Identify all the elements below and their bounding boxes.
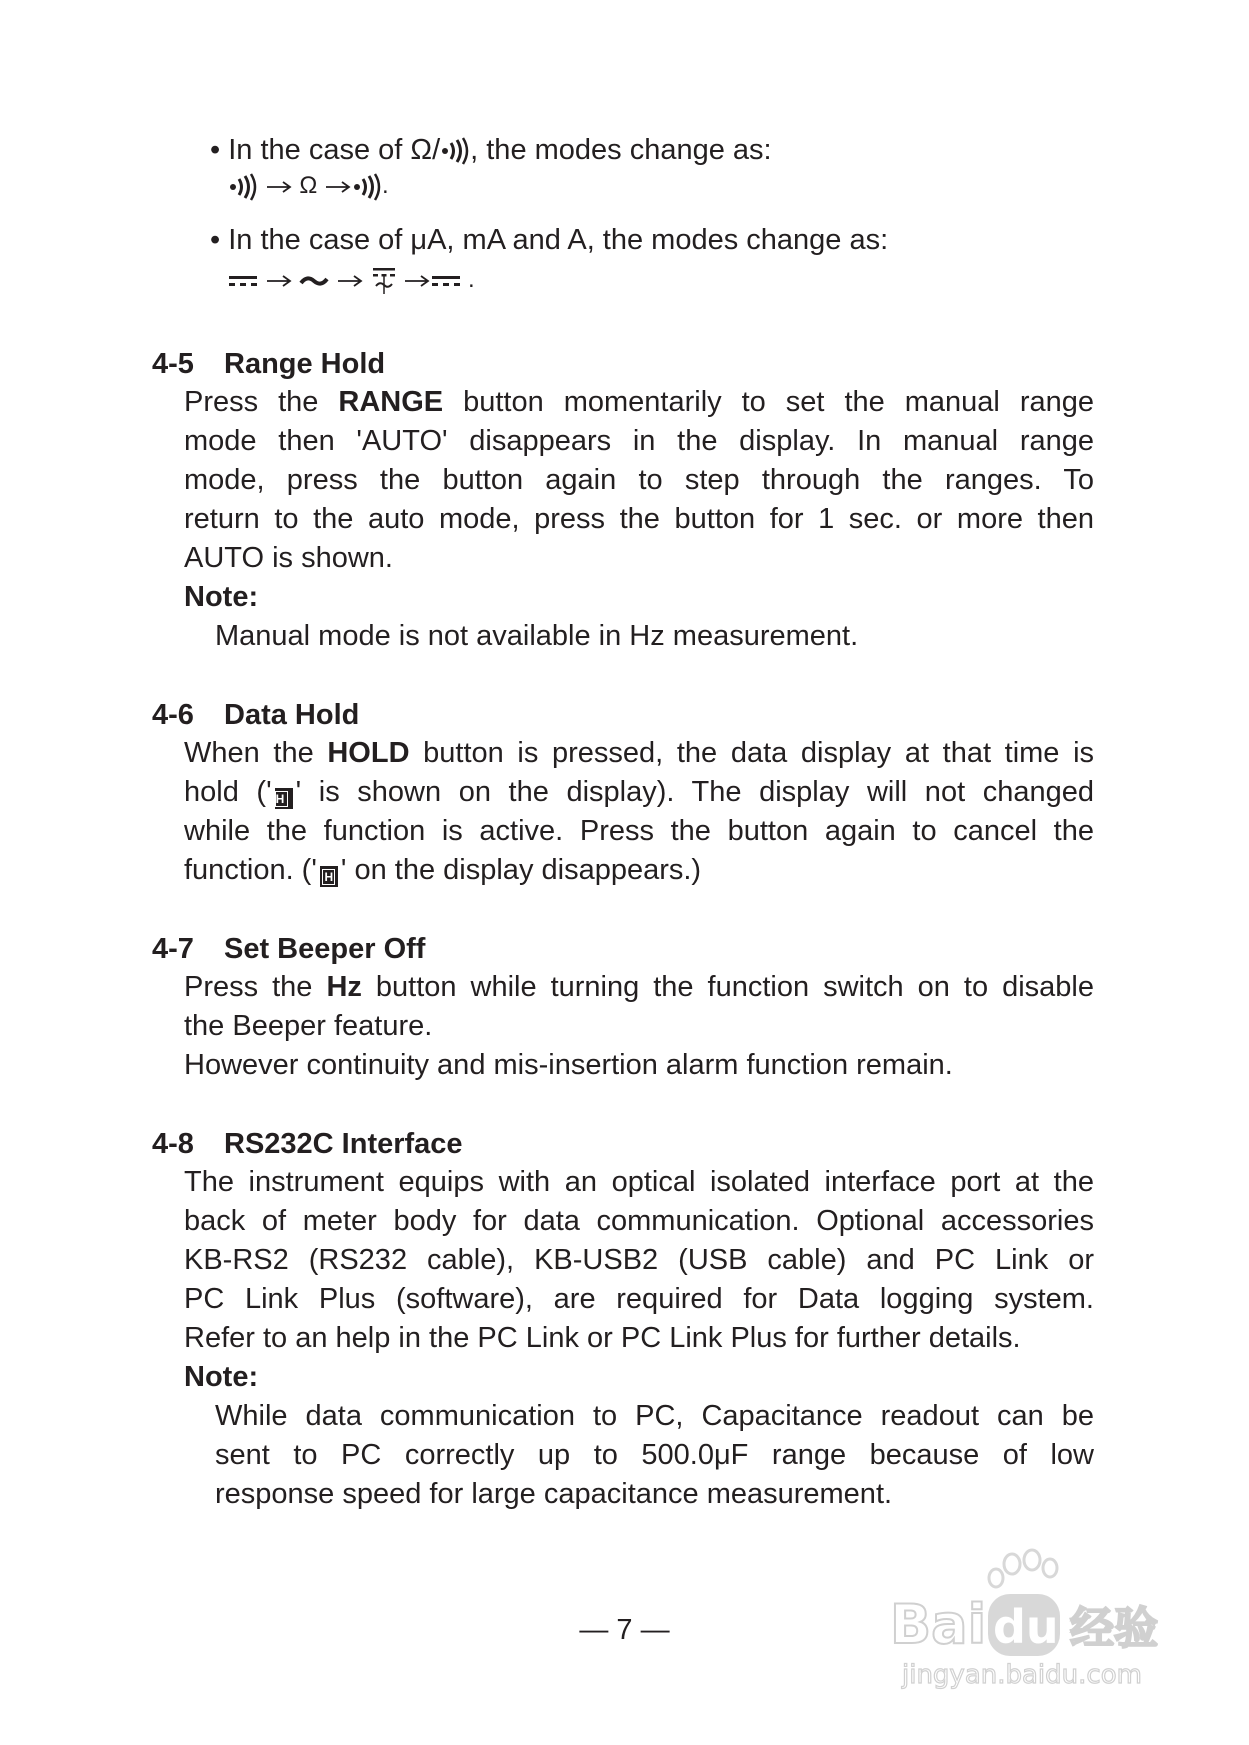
bullet-text: , the modes change as:: [470, 134, 772, 166]
paragraph-line: the Beeper feature.: [184, 1010, 433, 1042]
note-text: sent to PC correctly up to 500.0μF range because of low: [215, 1439, 1094, 1471]
paragraph-line: The instrument equips with an optical isolated interface port at the: [184, 1166, 1094, 1198]
period: .: [468, 266, 475, 293]
hold-icon: H: [275, 788, 293, 809]
arrow-right-icon: [265, 271, 293, 291]
paragraph-line: Refer to an help in the PC Link or PC Link Plus for further details.: [184, 1322, 1021, 1354]
hold-button-label: HOLD: [327, 737, 410, 769]
note-text: While data communication to PC, Capacitance readout can be: [215, 1400, 1094, 1432]
note-label: Note:: [184, 1361, 259, 1393]
paragraph-line: AUTO is shown.: [184, 542, 393, 574]
baidu-paw-icon: [880, 1548, 1180, 1698]
svg-text:经验: 经验: [1070, 1603, 1158, 1654]
arrow-right-icon: [336, 271, 364, 291]
range-button-label: RANGE: [338, 386, 444, 418]
paragraph-line: When the HOLD button is pressed, the data display at that time is: [184, 737, 1095, 769]
section-title: RS232C Interface: [224, 1128, 463, 1160]
paragraph-line: KB-RS2 (RS232 cable), KB-USB2 (USB cable) and PC Link or: [184, 1244, 1094, 1276]
paragraph-line: Press the RANGE button momentarily to set the manual range: [184, 386, 1094, 418]
dc-icon: [431, 273, 461, 289]
ac-icon: [299, 273, 329, 289]
beeper-icon: [228, 173, 258, 201]
section-title: Range Hold: [224, 348, 386, 380]
section-heading-data-hold: [152, 697, 359, 733]
section-heading-beeper-off: [152, 931, 425, 967]
svg-text:jingyan.baidu.com: jingyan.baidu.com: [902, 1660, 1142, 1690]
ohm-symbol: Ω: [299, 172, 318, 199]
paragraph-line: back of meter body for data communication. Optional accessories: [184, 1205, 1094, 1237]
paragraph-line: PC Link Plus (software), are required for Data logging system.: [184, 1283, 1094, 1315]
beeper-icon: [440, 137, 470, 165]
paragraph-line: However continuity and mis-insertion alarm function remain.: [184, 1049, 953, 1081]
ohm-symbol: Ω/: [410, 134, 441, 166]
acdc-icon: [371, 266, 397, 296]
note-label: Note:: [184, 581, 259, 613]
hz-button-label: Hz: [326, 971, 362, 1003]
section-title: Set Beeper Off: [224, 933, 426, 965]
current-mode-sequence: [228, 262, 475, 298]
svg-text:Bai: Bai: [890, 1593, 987, 1656]
beeper-icon: [352, 173, 382, 201]
paragraph-line: mode, press the button again to step through the ranges. To: [184, 464, 1094, 496]
ohm-mode-sequence: [228, 168, 389, 204]
section-number: 4-8: [152, 1128, 194, 1160]
paragraph-line: while the function is active. Press the button again to cancel the: [184, 815, 1094, 847]
section-number: 4-6: [152, 699, 194, 731]
svg-text:du: du: [993, 1600, 1059, 1654]
section-heading-rs232c: [152, 1126, 463, 1162]
arrow-right-icon: [265, 177, 293, 197]
paragraph-line: Press the Hz button while turning the function switch on to disable: [184, 971, 1094, 1003]
page-number: — 7 —: [579, 1614, 670, 1646]
section-heading-range-hold: [152, 346, 385, 382]
section-number: 4-5: [152, 348, 194, 380]
note-text: response speed for large capacitance measurement.: [215, 1478, 893, 1510]
bullet-text: • In the case of: [210, 134, 411, 166]
bullet-ohm-modes: [210, 132, 772, 168]
period: .: [381, 172, 389, 199]
paragraph-line: function. (' H ' on the display disappears.): [184, 854, 702, 886]
arrow-right-icon: [403, 271, 431, 291]
dc-icon: [228, 273, 258, 289]
paragraph-line: hold (' H ' is shown on the display). The display will not changed: [184, 776, 1094, 808]
baidu-watermark: [880, 1548, 1180, 1698]
note-text: Manual mode is not available in Hz measurement.: [215, 620, 859, 652]
paragraph-line: return to the auto mode, press the button for 1 sec. or more then: [184, 503, 1094, 535]
hold-icon: H: [320, 866, 338, 887]
section-number: 4-7: [152, 933, 194, 965]
paragraph-line: mode then 'AUTO' disappears in the display. In manual range: [184, 425, 1094, 457]
arrow-right-icon: [324, 177, 352, 197]
bullet-current-modes: • In the case of μA, mA and A, the modes change as:: [210, 224, 889, 256]
section-title: Data Hold: [224, 699, 360, 731]
